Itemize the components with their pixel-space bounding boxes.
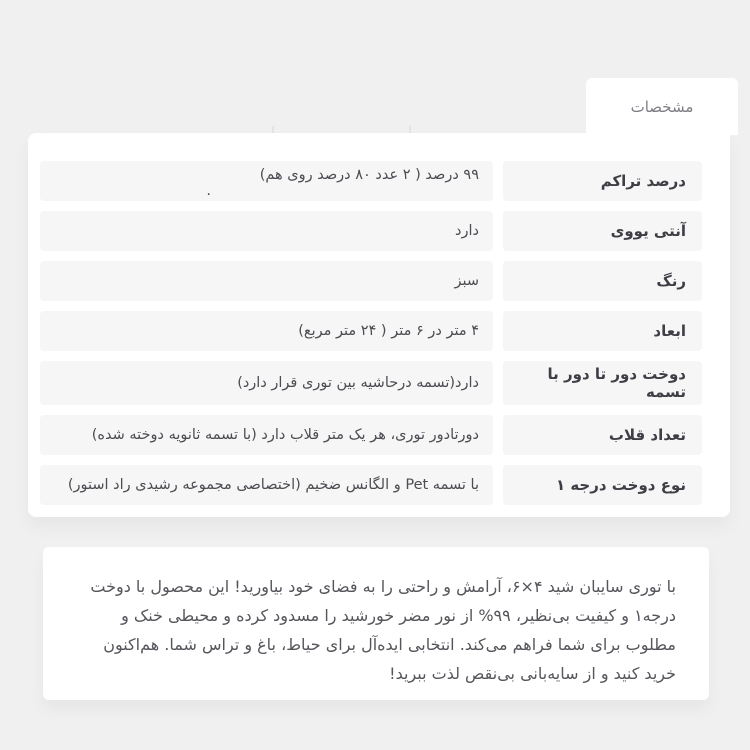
spec-label-stitching: دوخت دور تا دور با تسمه: [503, 361, 702, 405]
spec-value-text: دارد(تسمه درحاشیه بین توری قرار دارد): [237, 374, 479, 391]
table-row: [40, 211, 702, 251]
table-row: [40, 465, 702, 505]
spec-label-dimensions: ابعاد: [503, 311, 702, 351]
table-row: [40, 161, 702, 201]
spec-value-text: ۹۹ درصد ( ۲ عدد ۸۰ درصد روی هم): [259, 166, 479, 183]
spec-value-color: [40, 261, 493, 301]
spec-value-stitching: [40, 361, 493, 405]
spec-value-text: ۴ متر در ۶ متر ( ۲۴ متر مربع): [298, 322, 479, 339]
spec-label-hooks: تعداد قلاب: [503, 415, 702, 455]
table-row: [40, 361, 702, 405]
product-description-text: با توری سایبان شید ۴×۶، آرامش و راحتی را به فضای خود بیاورید! این محصول با دوخت درجه۱ و کیفیت بی‌نظیر، ۹۹% از نور مضر خورشید را مسدود کرده و محیطی خنک و مطلوب برای شما فراهم می‌کند. انتخابی ایده‌آل برای حیاط، باغ و تراس شما. هم‌اکنون خرید کنید و از سایه‌بانی بی‌نقص لذت ببرید!: [90, 577, 676, 683]
spec-value-hooks: [40, 415, 493, 455]
spec-value-stitch-type: [40, 465, 493, 505]
table-row: [40, 415, 702, 455]
spec-value-text: سبز: [454, 272, 479, 289]
spec-value-text: دارد: [455, 222, 479, 239]
spec-value-density: [40, 161, 493, 201]
tab-specifications[interactable]: [586, 78, 738, 135]
product-description-card: [43, 547, 709, 700]
spec-value-dimensions: [40, 311, 493, 351]
table-row: [40, 261, 702, 301]
spec-value-text-line2: .: [206, 182, 211, 199]
specifications-table: [40, 161, 702, 505]
spec-value-anti-uv: [40, 211, 493, 251]
tab-specifications-label: مشخصات: [630, 97, 694, 116]
inactive-tab-divider: [272, 126, 274, 133]
spec-value-text: دورتادور توری، هر یک متر قلاب دارد (با تسمه ثانویه دوخته شده): [91, 426, 479, 443]
table-row: [40, 311, 702, 351]
spec-label-color: رنگ: [503, 261, 702, 301]
specifications-card: [28, 133, 730, 517]
spec-label-anti-uv: آنتی یووی: [503, 211, 702, 251]
inactive-tab-divider: [409, 126, 411, 133]
spec-value-text: با تسمه Pet و الگانس ضخیم (اختصاصی مجموعه رشیدی راد استور): [67, 476, 479, 493]
spec-label-density: درصد تراکم: [503, 161, 702, 201]
spec-label-stitch-type: نوع دوخت درجه ۱: [503, 465, 702, 505]
